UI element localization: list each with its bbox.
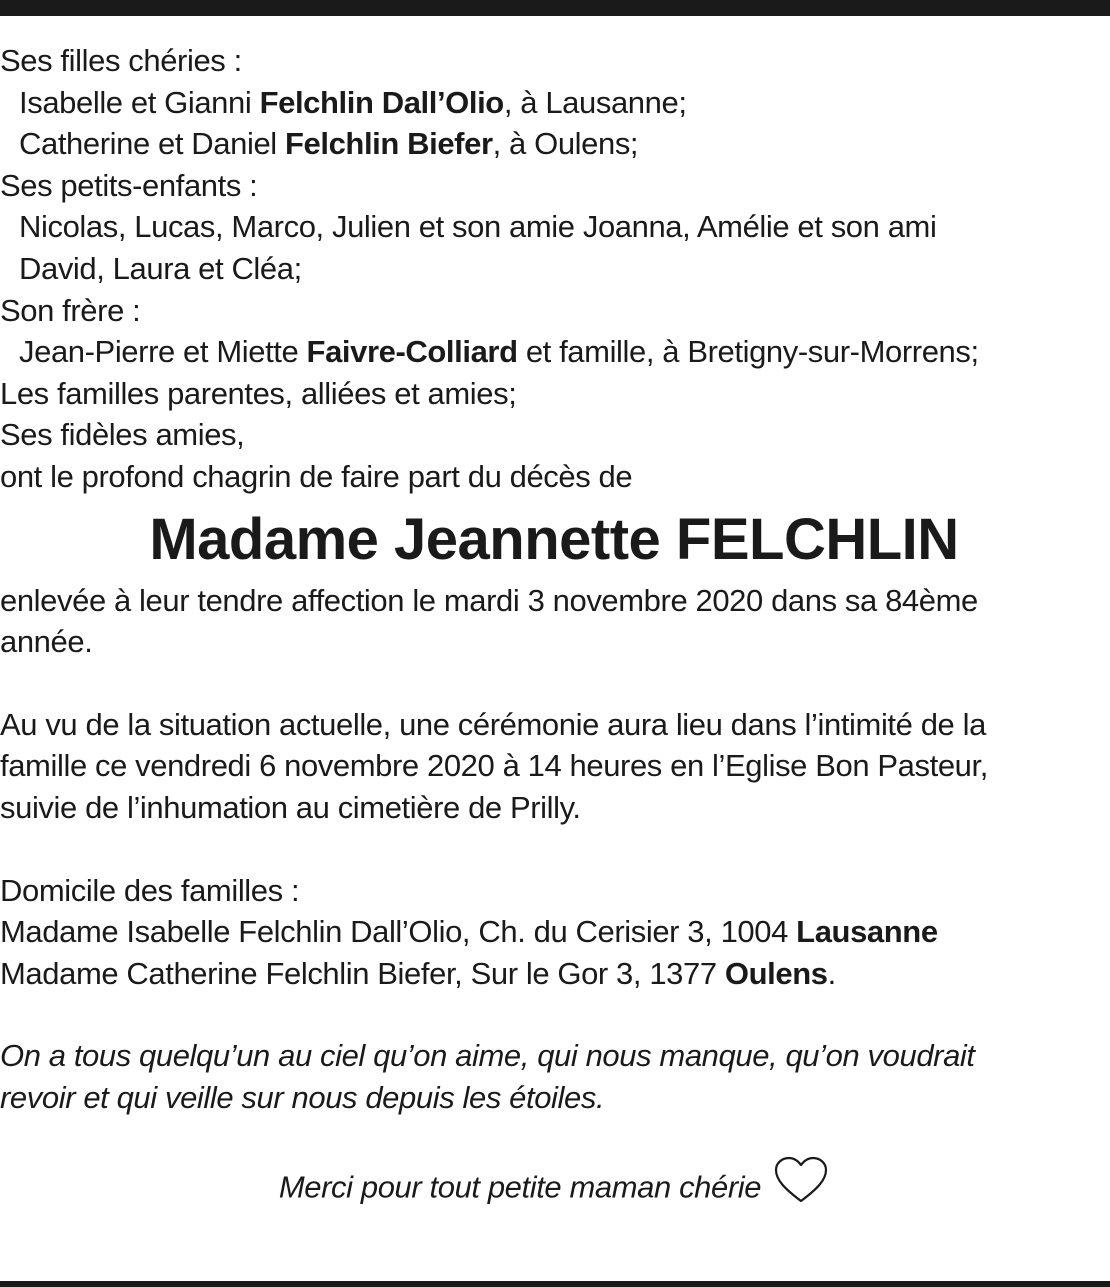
top-rule [0,0,1110,16]
quote-line-1: On a tous quelqu’un au ciel qu’on aime, qui nous manque, qu’on voudrait [0,1038,975,1074]
closing-text: Merci pour tout petite maman chérie [278,1169,762,1205]
closing-line [0,1159,1108,1220]
address-2: Madame Catherine Felchlin Biefer, Sur le Gor 3, 1377 Oulens. [0,955,836,991]
obituary-notice [0,40,1108,1220]
heart-outline-icon [773,1155,829,1216]
brother-line: Jean-Pierre et Miette Faivre-Colliard et famille, à Bretigny-sur-Morrens; [19,334,979,370]
domicile-paragraph [0,870,1108,995]
deceased-name: Madame Jeannette FELCHLIN [149,506,959,572]
ceremony-line-1: Au vu de la situation actuelle, une cérémonie aura lieu dans l’intimité de la [0,706,986,742]
grandchildren-line-1: Nicolas, Lucas, Marco, Julien et son amie Joanna, Amélie et son ami [19,209,937,245]
address-1: Madame Isabelle Felchlin Dall’Olio, Ch. du Cerisier 3, 1004 Lausanne [0,914,938,950]
death-line-2: année. [0,624,93,660]
announce-line: ont le profond chagrin de faire part du décès de [0,458,633,494]
domicile-label: Domicile des familles : [0,872,300,908]
address-1-city: Lausanne [796,914,938,950]
brother-surname: Faivre-Colliard [306,334,518,370]
quote-line-2: revoir et qui veille sur nous depuis les étoiles. [0,1079,605,1115]
brother-label: Son frère : [0,292,141,328]
friends-line: Ses fidèles amies, [0,417,245,453]
bottom-rule [0,1281,1110,1287]
daughter-2-surname: Felchlin Biefer [285,126,493,162]
death-line-1: enlevée à leur tendre affection le mardi 3 novembre 2020 dans sa 84ème [0,582,978,618]
quote-paragraph [0,1035,1108,1118]
grandchildren-line-2: David, Laura et Cléa; [19,250,302,286]
address-2-city: Oulens [724,955,828,991]
families-line: Les familles parentes, alliées et amies; [0,375,517,411]
ceremony-paragraph [0,704,1108,829]
daughter-1-surname: Felchlin Dall’Olio [259,84,504,120]
ceremony-line-3: suivie de l’inhumation au cimetière de Prilly. [0,789,581,825]
daughter-2-line: Catherine et Daniel Felchlin Biefer, à Oulens; [19,126,639,162]
grandchildren-label: Ses petits-enfants : [0,167,258,203]
daughters-label: Ses filles chéries : [0,43,242,78]
daughter-1-line: Isabelle et Gianni Felchlin Dall’Olio, à Lausanne; [19,84,687,120]
ceremony-line-2: famille ce vendredi 6 novembre 2020 à 14 heures en l’Eglise Bon Pasteur, [0,748,988,784]
